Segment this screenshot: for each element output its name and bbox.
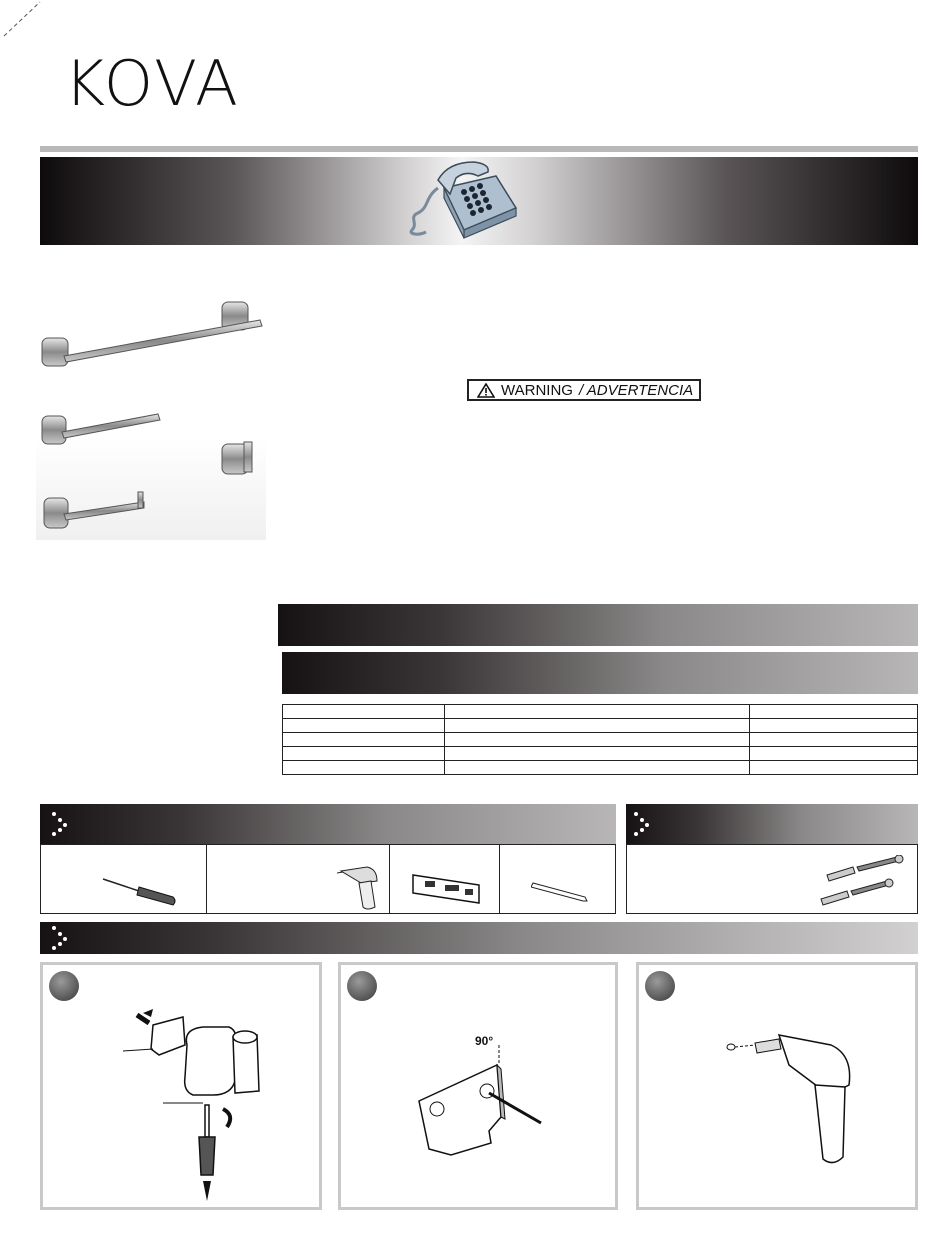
- cut-mark: [0, 0, 44, 40]
- header-rule: [40, 146, 918, 152]
- hardware-box: [626, 844, 918, 914]
- step-3-diagram: [719, 1025, 869, 1175]
- product-photo: [36, 296, 266, 540]
- table-row: [283, 747, 918, 761]
- step-1-panel: [40, 962, 322, 1210]
- logo-text: KOVA: [64, 56, 240, 110]
- step-number-badge: [347, 971, 377, 1001]
- level-icon: [411, 871, 481, 905]
- bullets-icon: [52, 926, 68, 950]
- table-row: [283, 719, 918, 733]
- spec-table: [282, 704, 918, 775]
- hardware-header: [626, 804, 918, 844]
- telephone-icon: [404, 158, 522, 240]
- bullets-icon: [634, 812, 650, 836]
- table-row: [283, 705, 918, 719]
- step-2-panel: [338, 962, 618, 1210]
- step-2-diagram: [411, 1025, 611, 1175]
- bullets-icon: [52, 812, 68, 836]
- step-number-badge: [645, 971, 675, 1001]
- pencil-icon: [531, 879, 591, 903]
- table-row: [283, 761, 918, 775]
- section-bar-2: [282, 652, 918, 694]
- table-row: [283, 733, 918, 747]
- section-bar-1: [278, 604, 918, 646]
- anchor-screw-icon: [817, 855, 907, 911]
- tools-box: [40, 844, 616, 914]
- warning-text: WARNING: [501, 381, 573, 399]
- step-number-badge: [49, 971, 79, 1001]
- warning-triangle-icon: [477, 383, 495, 398]
- warning-label: [467, 379, 701, 401]
- step-1-diagram: [123, 1005, 313, 1205]
- angle-label: 90°: [475, 1034, 494, 1048]
- tools-header: [40, 804, 616, 844]
- warning-text-es: / ADVERTENCIA: [578, 381, 694, 399]
- installation-header: [40, 922, 918, 954]
- screwdriver-icon: [99, 873, 179, 907]
- drill-icon: [337, 863, 385, 915]
- kova-logo: [64, 56, 244, 110]
- step-3-panel: [636, 962, 918, 1210]
